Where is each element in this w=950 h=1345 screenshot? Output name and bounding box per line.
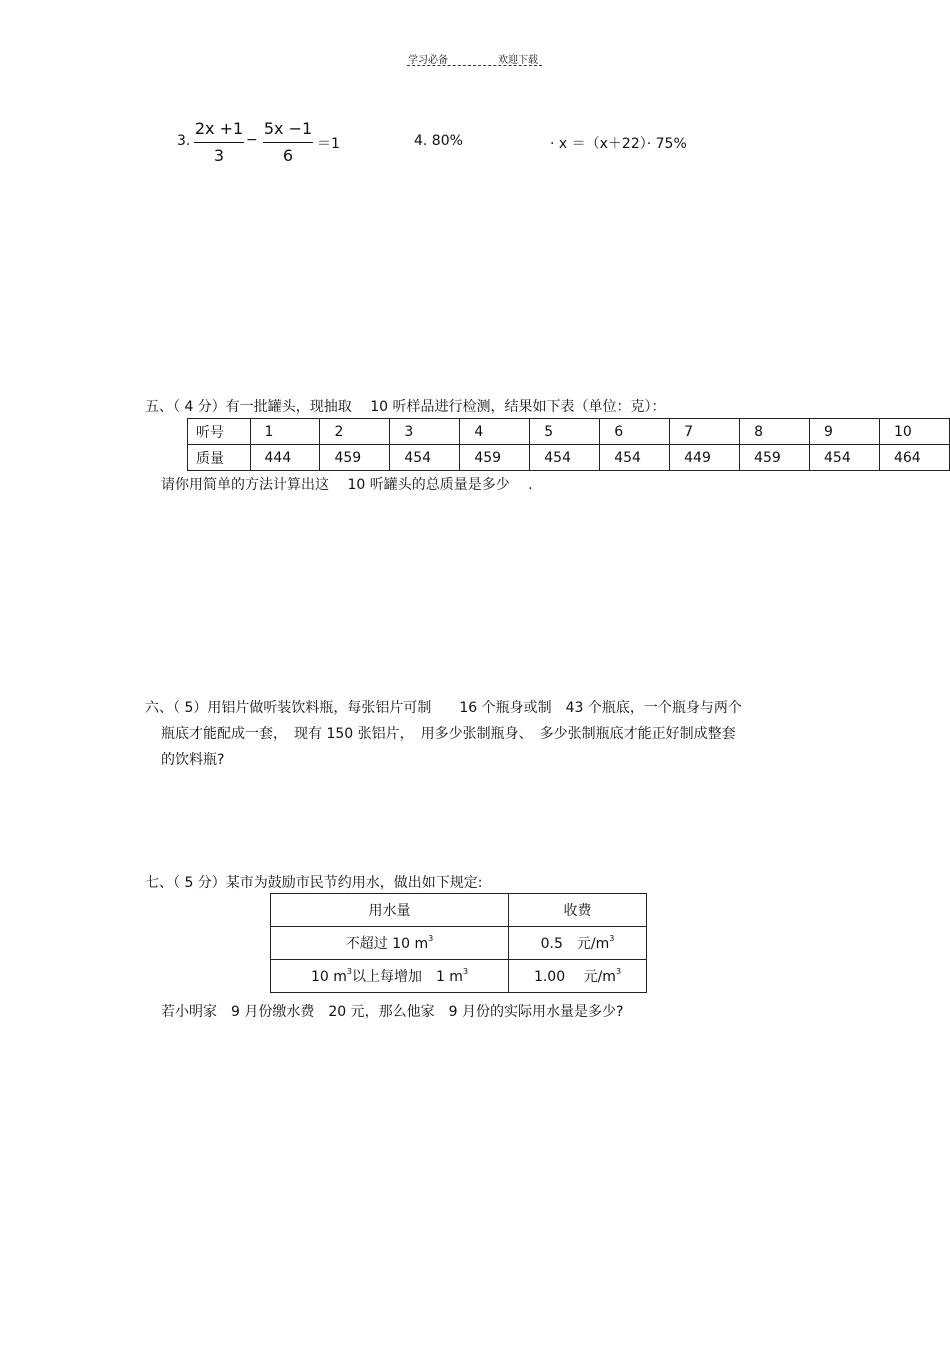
table-cell xyxy=(271,960,509,993)
table-cell: 454 xyxy=(600,445,670,471)
table-row xyxy=(188,445,950,471)
header-right-text: 欢迎下载 xyxy=(498,55,538,66)
section7-question: 若小明家 9 月份缴水费 20 元，那么他家 9 月份的实际用水量是多少? xyxy=(161,1004,624,1020)
table-cell: 听号 xyxy=(188,419,251,445)
table-cell: 2 xyxy=(320,419,390,445)
table-cell: 6 xyxy=(600,419,670,445)
table-cell: 质量 xyxy=(188,445,251,471)
superscript: 3 xyxy=(615,967,622,976)
table-cell: 10 xyxy=(879,419,949,445)
superscript: 3 xyxy=(609,934,615,943)
header-left-text: 学习必备 xyxy=(408,55,448,66)
table-cell xyxy=(271,927,509,960)
table-cell: 9 xyxy=(810,419,880,445)
problem4-left: 4. 80% xyxy=(414,133,463,149)
problem3-fraction-2 xyxy=(263,118,313,167)
fraction-1-bar xyxy=(194,142,244,143)
fraction-1-numerator: 2x +1 xyxy=(194,119,244,138)
usage-tier-2-b: 以上每增加 1 m xyxy=(351,969,463,985)
table-cell: 459 xyxy=(740,445,810,471)
table-cell: 449 xyxy=(670,445,740,471)
water-fee-table xyxy=(270,893,647,993)
table-row xyxy=(188,419,950,445)
fee-tier-2: 1.00 元/m xyxy=(533,969,616,985)
section5-title: 五、（ 4 分）有一批罐头，现抽取 10 听样品进行检测，结果如下表（单位：克）： xyxy=(145,399,666,415)
superscript: 3 xyxy=(346,967,352,976)
table-row xyxy=(271,927,647,960)
problem3-equals: ＝1 xyxy=(317,136,340,152)
table-row xyxy=(271,894,647,927)
section6-line-1: 六、（ 5）用铝片做听装饮料瓶，每张铝片可制 16 个瓶身或制 43 个瓶底，一个瓶身与两个 xyxy=(145,700,742,716)
table-cell: 8 xyxy=(740,419,810,445)
table-cell xyxy=(509,960,647,993)
table-cell: 4 xyxy=(460,419,530,445)
superscript: 3 xyxy=(428,934,434,943)
section7-title: 七、（ 5 分）某市为鼓励市民节约用水，做出如下规定: xyxy=(145,875,483,891)
table-cell xyxy=(509,927,647,960)
fee-tier-1: 0.5 元/m xyxy=(540,936,610,952)
table-header-fee: 收费 xyxy=(509,894,647,927)
table-cell: 444 xyxy=(250,445,320,471)
fraction-2-bar xyxy=(263,142,313,143)
table-cell: 459 xyxy=(320,445,390,471)
table-cell: 3 xyxy=(390,419,460,445)
table-cell: 1 xyxy=(250,419,320,445)
table-cell: 464 xyxy=(879,445,949,471)
table-cell: 459 xyxy=(460,445,530,471)
problem3-number: 3. xyxy=(177,133,191,149)
table-cell: 454 xyxy=(810,445,880,471)
fraction-2-numerator: 5x −1 xyxy=(263,119,313,138)
table-row xyxy=(271,960,647,993)
table-cell: 454 xyxy=(530,445,600,471)
section6-line-3: 的饮料瓶? xyxy=(161,752,225,768)
header-divider xyxy=(407,65,542,66)
usage-tier-2-a: 10 m xyxy=(310,969,347,985)
usage-tier-1: 不超过 10 m xyxy=(345,936,429,952)
table-cell: 5 xyxy=(530,419,600,445)
section5-question: 请你用简单的方法计算出这 10 听罐头的总质量是多少 . xyxy=(161,477,533,493)
weight-table xyxy=(187,418,950,471)
table-cell: 7 xyxy=(670,419,740,445)
problem3-minus: − xyxy=(246,132,258,148)
section6-line-2: 瓶底才能配成一套， 现有 150 张铝片， 用多少张制瓶身、 多少张制瓶底才能正好制成整套 xyxy=(161,726,736,742)
fraction-2-denominator: 6 xyxy=(282,146,294,165)
problem4-right: · x ＝（x＋22）· 75% xyxy=(550,136,687,152)
table-cell: 454 xyxy=(390,445,460,471)
superscript: 3 xyxy=(462,967,469,976)
fraction-1-denominator: 3 xyxy=(213,146,225,165)
problem3-fraction-1 xyxy=(194,118,244,167)
table-header-usage: 用水量 xyxy=(271,894,509,927)
